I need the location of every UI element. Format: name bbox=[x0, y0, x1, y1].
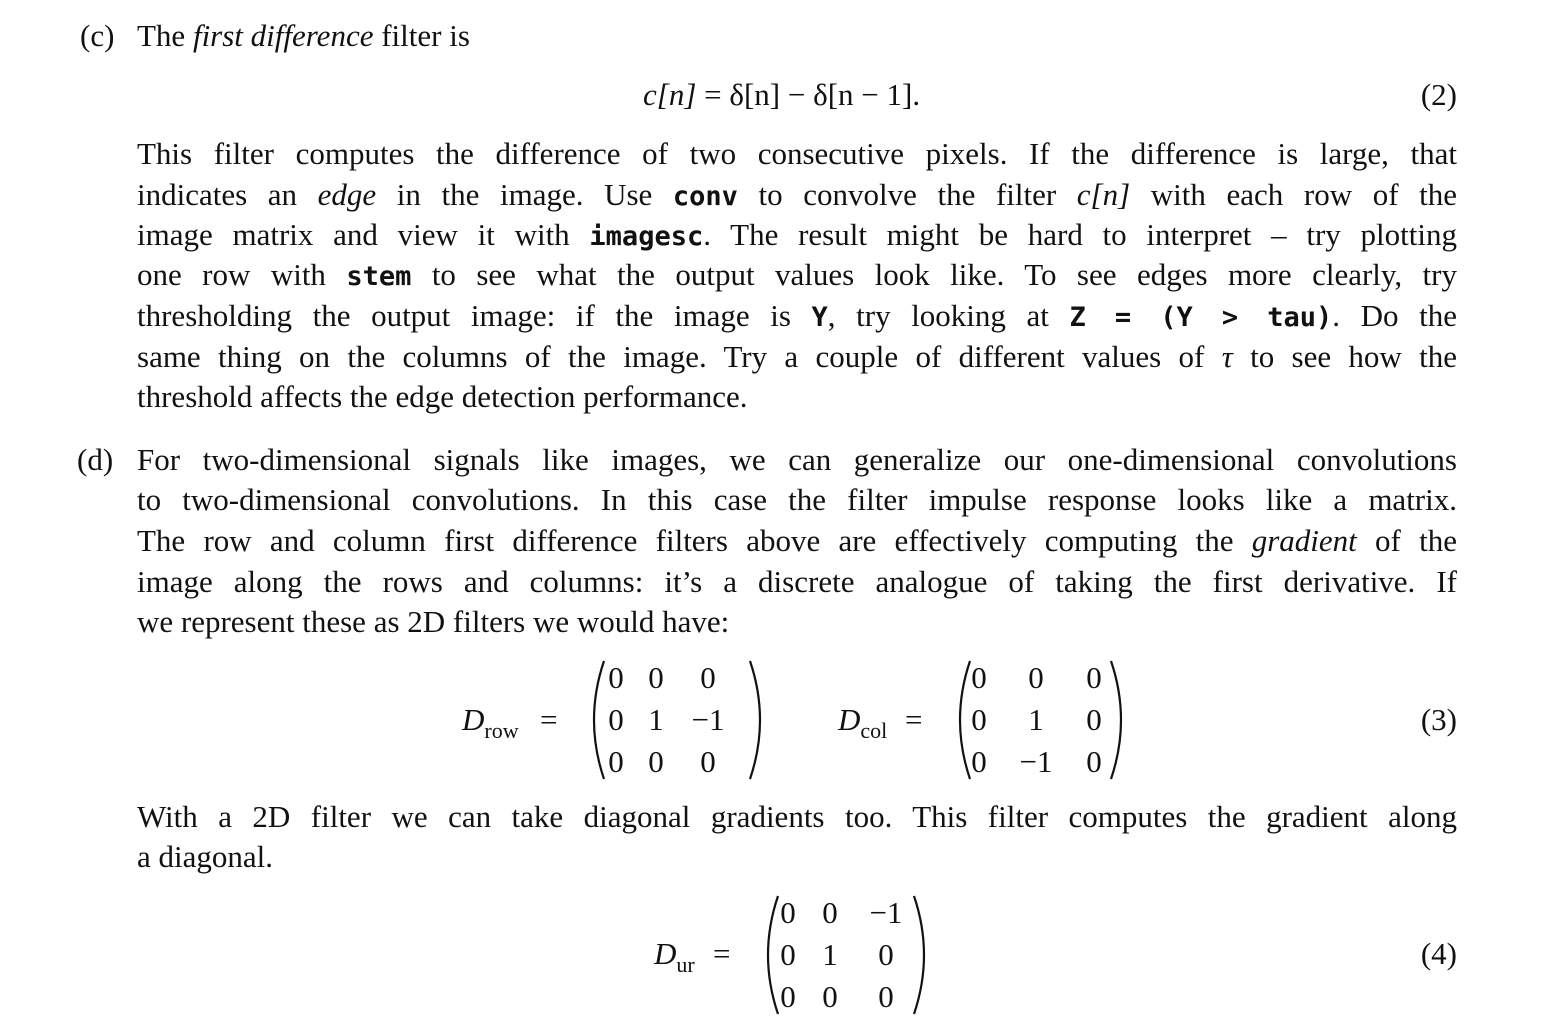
code-imagesc: imagesc bbox=[589, 221, 704, 252]
para-c-line-4 bbox=[137, 255, 1457, 297]
para-d-line-4: image along the rows and columns: it’s a discrete analogue of taking the first derivative. If bbox=[137, 564, 1457, 599]
text-span: one row with bbox=[137, 257, 347, 292]
text-span: indicates an bbox=[137, 177, 318, 212]
matrix-cell: 0 bbox=[700, 744, 716, 779]
para-d2-line-1: With a 2D filter we can take diagonal gradients too. This filter computes the gradient along bbox=[137, 799, 1457, 834]
drow-symbol bbox=[462, 700, 519, 743]
text-span: to see what the output values look like. To see edges more clearly, try bbox=[411, 257, 1457, 292]
matrix-cell: 0 bbox=[878, 937, 894, 972]
text-span: image matrix and view it with bbox=[137, 217, 590, 252]
code-conv: conv bbox=[672, 181, 738, 212]
equation-2 bbox=[643, 75, 920, 115]
math-cn: c[n] bbox=[1076, 177, 1131, 212]
dur-equals: = bbox=[713, 936, 731, 971]
emphasis-gradient: gradient bbox=[1251, 523, 1357, 558]
para-d-line-2: to two-dimensional convolutions. In this case the filter impulse response looks like a matrix. bbox=[137, 482, 1457, 517]
matrix-cell: 0 bbox=[1086, 660, 1102, 695]
drow-equals: = bbox=[540, 702, 558, 737]
para-c-line-6 bbox=[137, 337, 1457, 377]
matrix-cell: 0 bbox=[971, 744, 987, 779]
text-span: same thing on the columns of the image. Try a couple of different values of bbox=[137, 339, 1222, 374]
item-label-c: (c) bbox=[80, 18, 115, 53]
matrix-cell: 1 bbox=[822, 937, 838, 972]
matrix-cell: 0 bbox=[971, 660, 987, 695]
text-span: . The result might be hard to interpret – try plotting bbox=[703, 217, 1457, 252]
matrix-cell: 0 bbox=[1028, 660, 1044, 695]
para-d-line-1: For two-dimensional signals like images, we can generalize our one-dimensional convolutions bbox=[137, 442, 1457, 477]
equation-number-4: (4) bbox=[1420, 936, 1457, 971]
math-tau: τ bbox=[1221, 339, 1233, 374]
part-c-intro bbox=[137, 16, 470, 56]
para-d2-line-2: a diagonal. bbox=[137, 839, 274, 874]
matrix-cell: −1 bbox=[1019, 744, 1053, 779]
para-c-line-1: This filter computes the difference of two consecutive pixels. If the difference is large, that bbox=[137, 136, 1457, 171]
matrix-cell: 0 bbox=[780, 979, 796, 1014]
matrix-cell: 0 bbox=[780, 895, 796, 930]
text-span: to see how the bbox=[1232, 339, 1457, 374]
matrix-cell: 1 bbox=[1028, 702, 1044, 737]
item-label-d: (d) bbox=[77, 442, 114, 477]
code-threshold-expression: Z = (Y > tau) bbox=[1069, 302, 1333, 333]
eq2-lhs: c[n] bbox=[643, 77, 697, 112]
para-c-line-7: threshold affects the edge detection performance. bbox=[137, 379, 748, 414]
emphasis-edge: edge bbox=[317, 177, 377, 212]
matrix-cell: 0 bbox=[608, 660, 624, 695]
matrix-symbol: D bbox=[838, 702, 861, 737]
text-span: to convolve the filter bbox=[737, 177, 1077, 212]
text-span: thresholding the output image: if the image is bbox=[137, 298, 812, 333]
matrix-dcol bbox=[948, 657, 1133, 783]
matrix-cell: 0 bbox=[780, 937, 796, 972]
intro-emphasis: first difference bbox=[192, 18, 374, 53]
matrix-subscript: ur bbox=[676, 952, 695, 977]
text-span: The row and column first difference filters above are effectively computing the bbox=[137, 523, 1252, 558]
matrix-cell: −1 bbox=[869, 895, 903, 930]
matrix-cell: 0 bbox=[700, 660, 716, 695]
code-y: Y bbox=[811, 302, 828, 333]
code-stem: stem bbox=[346, 261, 412, 292]
matrix-symbol: D bbox=[654, 936, 677, 971]
intro-prefix: The bbox=[137, 18, 193, 53]
matrix-cell: 0 bbox=[648, 660, 664, 695]
matrix-cell: 0 bbox=[608, 702, 624, 737]
matrix-drow bbox=[582, 657, 772, 783]
para-c-line-5 bbox=[137, 296, 1457, 338]
matrix-cell: 0 bbox=[822, 979, 838, 1014]
intro-suffix: filter is bbox=[373, 18, 470, 53]
matrix-cell: 0 bbox=[971, 702, 987, 737]
matrix-cell: 0 bbox=[1086, 744, 1102, 779]
equation-number-2: (2) bbox=[1420, 77, 1457, 112]
matrix-cell: 0 bbox=[878, 979, 894, 1014]
matrix-cell: −1 bbox=[691, 702, 725, 737]
text-span: in the image. Use bbox=[376, 177, 673, 212]
matrix-cell: 0 bbox=[1086, 702, 1102, 737]
matrix-symbol: D bbox=[462, 702, 485, 737]
matrix-cell: 0 bbox=[608, 744, 624, 779]
dcol-symbol bbox=[838, 700, 887, 743]
matrix-cell: 1 bbox=[648, 702, 664, 737]
matrix-cell: 0 bbox=[822, 895, 838, 930]
matrix-subscript: row bbox=[484, 718, 519, 743]
text-span: , try looking at bbox=[827, 298, 1070, 333]
equation-number-3: (3) bbox=[1420, 702, 1457, 737]
para-c-line-2 bbox=[137, 175, 1457, 217]
eq2-rhs: = δ[n] − δ[n − 1]. bbox=[696, 77, 921, 112]
matrix-subscript: col bbox=[860, 718, 888, 743]
para-c-line-3 bbox=[137, 215, 1457, 257]
dcol-equals: = bbox=[905, 702, 923, 737]
para-d-line-3 bbox=[137, 521, 1457, 561]
matrix-cell: 0 bbox=[648, 744, 664, 779]
text-span: with each row of the bbox=[1130, 177, 1457, 212]
matrix-dur bbox=[756, 892, 936, 1018]
para-d-line-5: we represent these as 2D filters we would have: bbox=[137, 604, 730, 639]
text-span: . Do the bbox=[1332, 298, 1457, 333]
text-span: of the bbox=[1356, 523, 1457, 558]
dur-symbol bbox=[654, 934, 695, 977]
